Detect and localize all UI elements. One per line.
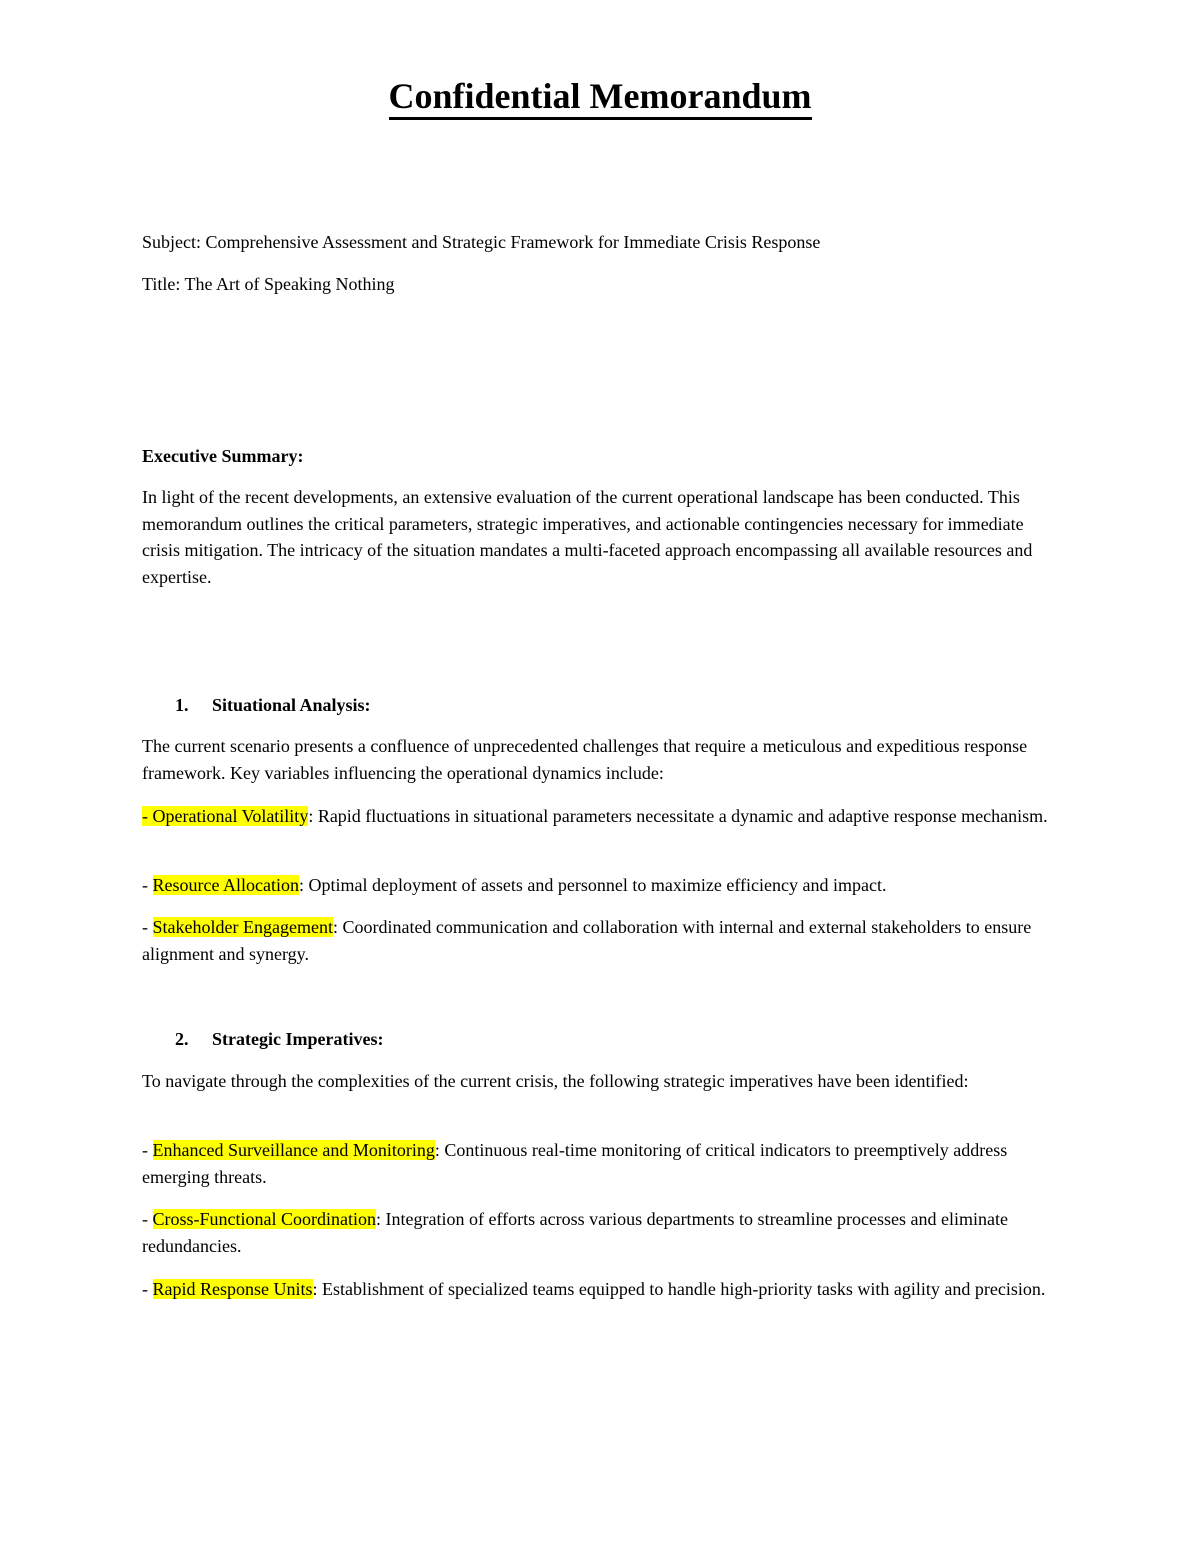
memo-title-text: Confidential Memorandum — [389, 76, 812, 120]
section-heading — [175, 692, 371, 718]
highlighted-term: - Operational Volatility — [142, 806, 309, 826]
section-intro: The current scenario presents a confluence of unprecedented challenges that require a meticulous and expeditious response framework. Key variables influencing the operational dynamics include: — [142, 736, 1028, 783]
highlighted-term: Enhanced Surveillance and Monitoring — [152, 1140, 435, 1160]
list-item — [142, 872, 1062, 899]
item-description: : Optimal deployment of assets and personnel to maximize efficiency and impact. — [298, 875, 887, 895]
executive-summary-heading: Executive Summary: — [142, 446, 304, 466]
item-prefix: - — [142, 1209, 153, 1229]
highlighted-term: Stakeholder Engagement — [152, 917, 333, 937]
item-prefix: - — [142, 1279, 153, 1299]
section-heading — [175, 1026, 383, 1052]
item-description: : Integration of efforts across various departments to streamline processes and eliminate redundancies. — [142, 1209, 1008, 1256]
section-intro: To navigate through the complexities of the current crisis, the following strategic imperatives have been identified: — [142, 1071, 969, 1091]
title-line: Title: The Art of Speaking Nothing — [142, 274, 395, 294]
subject-line: Subject: Comprehensive Assessment and Strategic Framework for Immediate Crisis Response — [142, 232, 821, 252]
memo-title — [0, 76, 1200, 120]
item-prefix: - — [142, 875, 153, 895]
section-number: 1. — [175, 695, 189, 715]
item-prefix: - — [142, 917, 153, 937]
list-item — [142, 1206, 1062, 1259]
list-item — [142, 1276, 1062, 1303]
list-item — [142, 803, 1062, 830]
section-title: Strategic Imperatives: — [212, 1029, 384, 1049]
item-description: : Rapid fluctuations in situational parameters necessitate a dynamic and adaptive response mechanism. — [308, 806, 1048, 826]
highlighted-term: Resource Allocation — [152, 875, 299, 895]
list-item — [142, 914, 1062, 967]
item-description: : Establishment of specialized teams equipped to handle high-priority tasks with agility and precision. — [312, 1279, 1046, 1299]
highlighted-term: Rapid Response Units — [152, 1279, 313, 1299]
item-description: : Coordinated communication and collaboration with internal and external stakeholders to ensure alignment and synergy. — [142, 917, 1032, 964]
item-description: : Continuous real-time monitoring of critical indicators to preemptively address emerging threats. — [142, 1140, 1008, 1187]
item-prefix: - — [142, 1140, 153, 1160]
highlighted-term: Cross-Functional Coordination — [152, 1209, 376, 1229]
section-number: 2. — [175, 1029, 189, 1049]
list-item — [142, 1137, 1062, 1190]
executive-summary-body: In light of the recent developments, an extensive evaluation of the current operational landscape has been conducted. This memorandum outlines the critical parameters, strategic imperatives, and actionable contingencies necessary for immediate crisis mitigation. The intricacy of the situation mandates a multi-faceted approach encompassing all available resources and expertise. — [142, 487, 1033, 587]
section-title: Situational Analysis: — [212, 695, 371, 715]
